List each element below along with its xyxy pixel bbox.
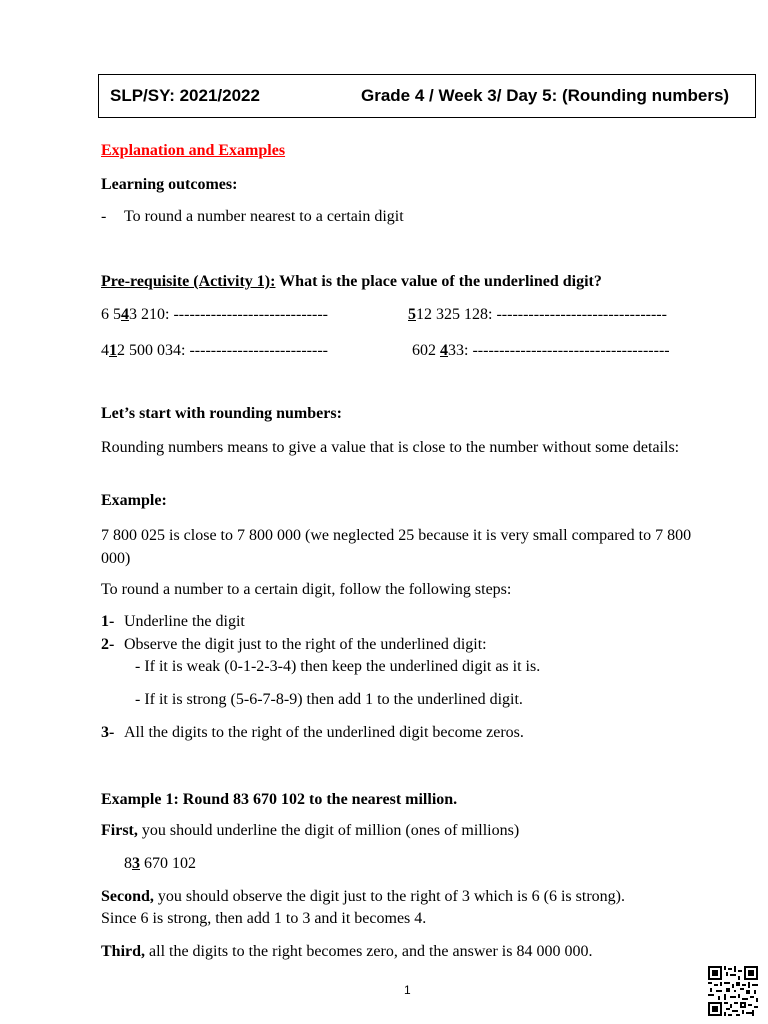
underlined-digit: 5 [408, 306, 416, 323]
page-number: 1 [404, 983, 411, 997]
underlined-digit: 4 [121, 306, 129, 323]
prereq-item-2 [408, 306, 667, 324]
prereq-item-4 [412, 342, 670, 360]
lesson-title: Grade 4 / Week 3/ Day 5: (Rounding numbers) [361, 86, 730, 105]
example-1-second [101, 888, 625, 906]
item-pre: 602 [412, 342, 440, 359]
example-1-first [101, 822, 519, 840]
item-post: 33: [448, 342, 473, 359]
example-1-third [101, 943, 592, 961]
second-text: you should observe the digit just to the right of 3 which is 6 (6 is strong). [153, 888, 625, 905]
item-post: 12 325 128: [416, 306, 497, 323]
answer-blank: ----------------------------- [173, 306, 328, 323]
example-text: 7 800 025 is close to 7 800 000 (we neglected 25 because it is very small compared to 7 800 000) [101, 527, 692, 567]
prereq-question-text: What is the place value of the underlined digit? [275, 273, 602, 290]
second-label: Second, [101, 888, 154, 905]
learning-outcome-item: To round a number nearest to a certain digit [124, 208, 404, 225]
underlined-digit: 1 [109, 342, 117, 359]
underlined-digit: 3 [132, 855, 140, 872]
item-post: 3 210: [129, 306, 174, 323]
rounding-heading: Let’s start with rounding numbers: [101, 405, 342, 422]
number-post: 670 102 [140, 855, 196, 872]
header-box [98, 74, 756, 118]
item-pre: 6 5 [101, 306, 121, 323]
prereq-question [101, 273, 602, 291]
answer-blank: -------------------------- [189, 342, 328, 359]
prereq-item-3 [101, 342, 328, 360]
step-1-number: 1- [101, 613, 115, 630]
learning-outcome-bullet: - [101, 208, 107, 225]
answer-blank: ------------------------------------- [472, 342, 670, 359]
step-2-number: 2- [101, 636, 115, 653]
third-label: Third, [101, 943, 146, 960]
item-post: 2 500 034: [117, 342, 190, 359]
step-2b-text: - If it is strong (5-6-7-8-9) then add 1 to the underlined digit. [135, 691, 523, 708]
school-year: SLP/SY: 2021/2022 [110, 86, 260, 105]
step-3-number: 3- [101, 724, 115, 741]
example-1-number [124, 855, 196, 873]
first-text: you should underline the digit of million (ones of millions) [137, 822, 520, 839]
example-1-second-cont: Since 6 is strong, then add 1 to 3 and it becomes 4. [101, 910, 427, 927]
steps-intro: To round a number to a certain digit, follow the following steps: [101, 581, 512, 598]
underlined-digit: 4 [440, 342, 448, 359]
prereq-item-1 [101, 306, 328, 324]
qr-code-icon [708, 966, 758, 1016]
first-label: First, [101, 822, 138, 839]
third-text: all the digits to the right becomes zero, and the answer is 84 000 000. [145, 943, 593, 960]
rounding-definition: Rounding numbers means to give a value that is close to the number without some details: [101, 439, 680, 456]
example-label: Example: [101, 492, 167, 509]
example-1-heading: Example 1: Round 83 670 102 to the nearest million. [101, 791, 458, 808]
step-1-text: Underline the digit [124, 613, 245, 630]
prereq-label: Pre-requisite (Activity 1): [101, 273, 276, 290]
step-3-text: All the digits to the right of the underlined digit become zeros. [124, 724, 524, 741]
learning-outcomes-heading: Learning outcomes: [101, 176, 238, 193]
answer-blank: -------------------------------- [496, 306, 667, 323]
number-pre: 8 [124, 855, 132, 872]
step-2-text: Observe the digit just to the right of the underlined digit: [124, 636, 487, 653]
section-title: Explanation and Examples [101, 142, 286, 159]
step-2a-text: - If it is weak (0-1-2-3-4) then keep the underlined digit as it is. [135, 658, 541, 675]
item-pre: 4 [101, 342, 109, 359]
